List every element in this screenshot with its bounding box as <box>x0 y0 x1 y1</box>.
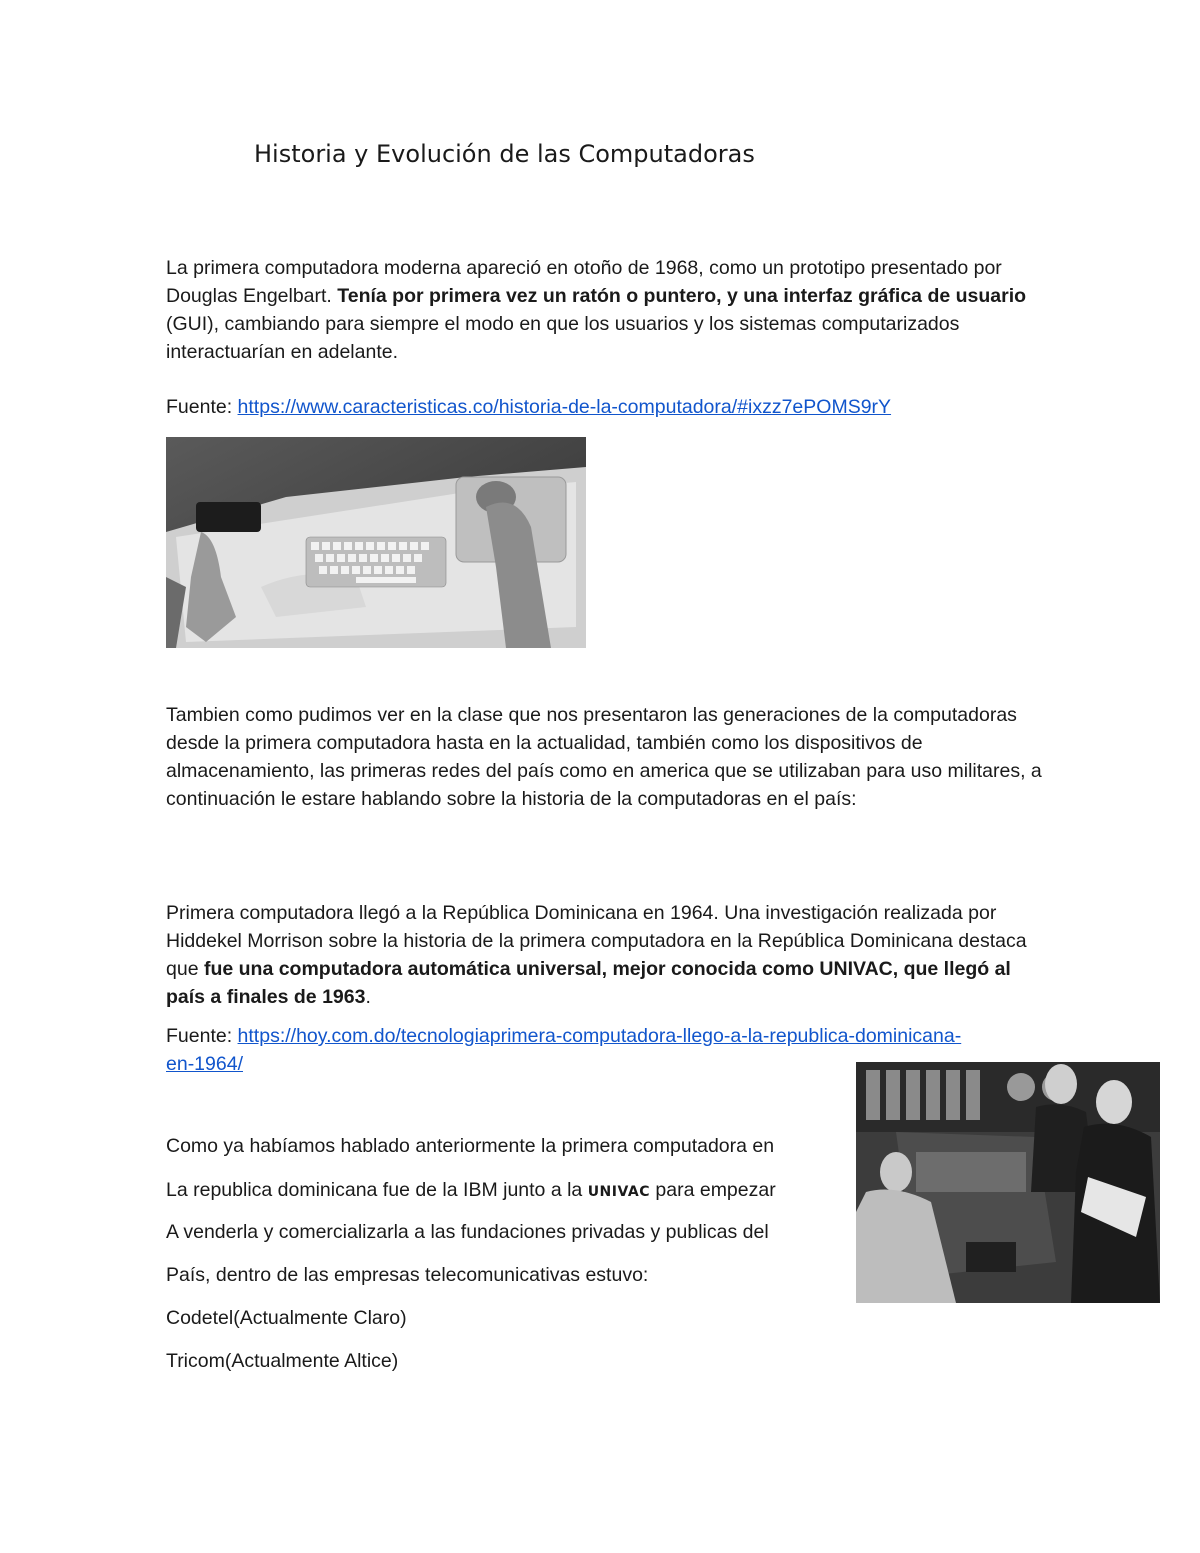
source-line-2 <box>166 1022 966 1078</box>
text-line-part: La republica dominicana fue de la IBM junto a la <box>166 1179 588 1201</box>
source-link-caracteristicas[interactable]: https://www.caracteristicas.co/historia-de-la-computadora/#ixzz7ePOMS9rY <box>237 396 892 418</box>
paragraph-text: (GUI), cambiando para siempre el modo en que los usuarios y los sistemas computarizados interactuarían en adelante. <box>166 313 960 363</box>
univac-photo <box>856 1062 1160 1303</box>
text-line-3: A venderla y comercializarla a las fundaciones privadas y publicas del <box>166 1221 769 1243</box>
text-line-1: Como ya habíamos hablado anteriormente la primera computadora en <box>166 1135 775 1157</box>
source-label: Fuente: <box>166 1025 238 1047</box>
source-link-hoy[interactable]: https://hoy.com.do/tecnologiaprimera-computadora-llego-a-la-republica-dominicana-en-1964/ <box>166 1025 962 1075</box>
source-line-1 <box>166 396 891 419</box>
paragraph-text: . <box>365 986 371 1008</box>
paragraph-engelbart <box>166 254 1046 366</box>
text-line-4: País, dentro de las empresas telecomunicativas estuvo: <box>166 1264 649 1286</box>
paragraph-text: Primera computadora llegó a la República Dominicana en 1964. Una investigación realizada por Hiddekel Morrison sobre la historia de la primera computadora en la República Dominicana destaca que <box>166 902 1027 980</box>
text-line-codetel: Codetel(Actualmente Claro) <box>166 1307 407 1329</box>
engelbart-console-photo <box>166 437 586 648</box>
paragraph-republica-dominicana <box>166 899 1046 1011</box>
paragraph-bold-text: fue una computadora automática universal, mejor conocida como UNIVAC, que llegó al país a finales de 1963 <box>166 958 1011 1008</box>
text-line-part: para empezar <box>649 1179 776 1201</box>
document-title: Historia y Evolución de las Computadoras <box>254 140 755 168</box>
paragraph-generaciones: Tambien como pudimos ver en la clase que nos presentaron las generaciones de la computadoras desde la primera computadora hasta en la actualidad, también como los dispositivos de almacenamiento, las primeras redes del país como en america que se utilizaban para uso militares, a continuación le estare hablando sobre la historia de la computadoras en el país: <box>166 704 1042 810</box>
text-line-2 <box>166 1179 776 1202</box>
paragraph-bold-text: Tenía por primera vez un ratón o puntero, y una interfaz gráfica de usuario <box>337 285 1027 307</box>
text-line-tricom: Tricom(Actualmente Altice) <box>166 1350 399 1372</box>
univac-label: UNIVAC <box>587 1184 650 1200</box>
source-label: Fuente: <box>166 396 238 418</box>
paragraph-text: La primera computadora moderna apareció en otoño de 1968, como un prototipo presentado por Douglas Engelbart. <box>166 257 1002 307</box>
